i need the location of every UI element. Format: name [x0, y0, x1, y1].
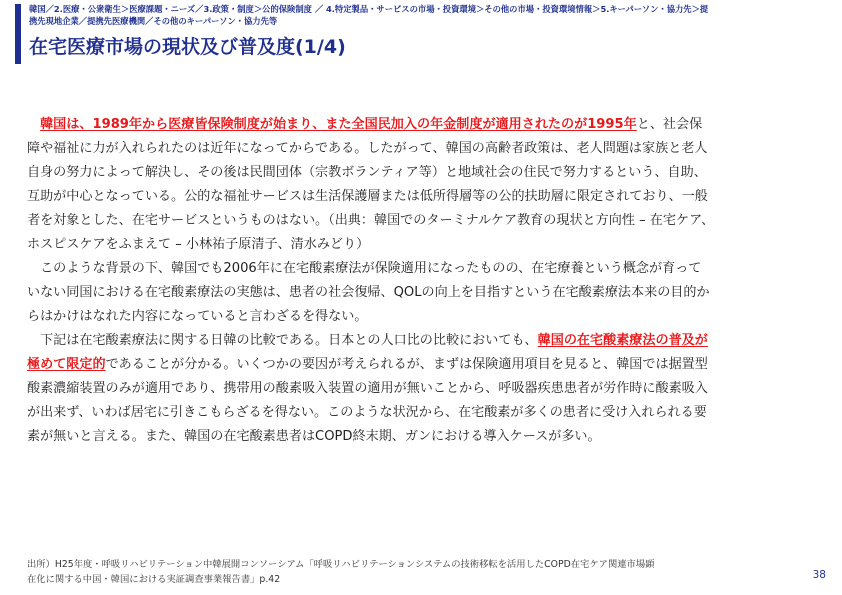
- paragraph-2-line: このような背景の下、韓国でも2006年に在宅酸素療法が保険適用になったものの、在宅療養という概念が育って: [27, 261, 702, 276]
- emphasis-text: 韓国は、1989年から医療皆保険制度が始まり、また全国民加入の年金制度が適用されたのが1995年: [40, 117, 637, 132]
- paragraph-3-line-2: [27, 353, 827, 377]
- source-line-1: 出所）H25年度・呼吸リハビリテーション中韓展開コンソーシアム「呼吸リハビリテーションシステムの技術移転を活用したCOPD在宅ケア関連市場顕: [27, 559, 655, 570]
- paragraph-3-line: が出来ず、いわば居宅に引きこもらざるを得ない。このような状況から、在宅酸素が多くの患者に受け入れられる要: [27, 405, 707, 420]
- emphasis-text: 極めて限定的: [27, 357, 106, 372]
- paragraph-1-line: 互助が中心となっている。公的な福祉サービスは生活保護層または低所得層等の公的扶助層に限定されており、一般: [27, 189, 708, 204]
- indent: [27, 117, 40, 132]
- text-run: であることが分かる。いくつかの要因が考えられるが、まずは保険適用項目を見ると、韓国では据置型: [105, 357, 708, 372]
- source-line-2: 在化に関する中国・韓国における実証調査事業報告書」p.42: [27, 574, 281, 585]
- text-run: と、社会保: [636, 117, 703, 132]
- paragraph-1-line: 者を対象とした、在宅サービスというものはない。（出典：韓国でのターミナルケア教育の現状と方向性 – 在宅ケア、: [27, 213, 715, 228]
- body-text: [27, 113, 827, 449]
- paragraph-2-line: らはかけはなれた内容になっていると言わざるを得ない。: [27, 309, 368, 324]
- paragraph-3-line: 素が無いと言える。また、韓国の在宅酸素患者はCOPD終末期、ガンにおける導入ケースが多い。: [27, 429, 601, 444]
- breadcrumb: [29, 3, 829, 27]
- source-note: [27, 557, 787, 587]
- paragraph-3-line-1: [27, 329, 827, 353]
- paragraph-1-line: 障や福祉に力が入れられたのは近年になってからである。したがって、韓国の高齢者政策は、老人問題は家族と老人: [27, 141, 708, 156]
- paragraph-1-line-1: [27, 113, 827, 137]
- page-title: 在宅医療市場の現状及び普及度(1/4): [29, 36, 346, 58]
- emphasis-text: 韓国の在宅酸素療法の普及が: [537, 333, 708, 348]
- title-accent-bar: [15, 4, 21, 64]
- paragraph-2-line: いない同国における在宅酸素療法の実態は、患者の社会復帰、QOLの向上を目指すという在宅酸素療法本来の目的か: [27, 285, 710, 300]
- paragraph-1-line: ホスピスケアをふまえて – 小林祐子原清子、清水みどり）: [27, 237, 370, 252]
- breadcrumb-line-2: 携先現地企業／提携先医療機関／その他のキーパーソン・協力先等: [29, 16, 278, 26]
- text-run: 下記は在宅酸素療法に関する日韓の比較である。日本との人口比の比較においても、: [27, 333, 538, 348]
- page-number: 38: [812, 569, 826, 581]
- paragraph-3-line: 酸素濃縮装置のみが適用であり、携帯用の酸素吸入装置の適用が無いことから、呼吸器疾患患者が労作時に酸素吸入: [27, 381, 708, 396]
- paragraph-1-line: 自身の努力によって解決し、その後は民間団体（宗教ボランティア等）と地域社会の住民で努力するという、自助、: [27, 165, 707, 180]
- breadcrumb-line-1: 韓国／2.医療・公衆衛生＞医療課題・ニーズ／3.政策・制度＞公的保険制度 ／ 4.特定製品・サービスの市場・投資環境＞その他の市場・投資環境情報＞5.キーパーソン・協力先＞提: [29, 4, 709, 14]
